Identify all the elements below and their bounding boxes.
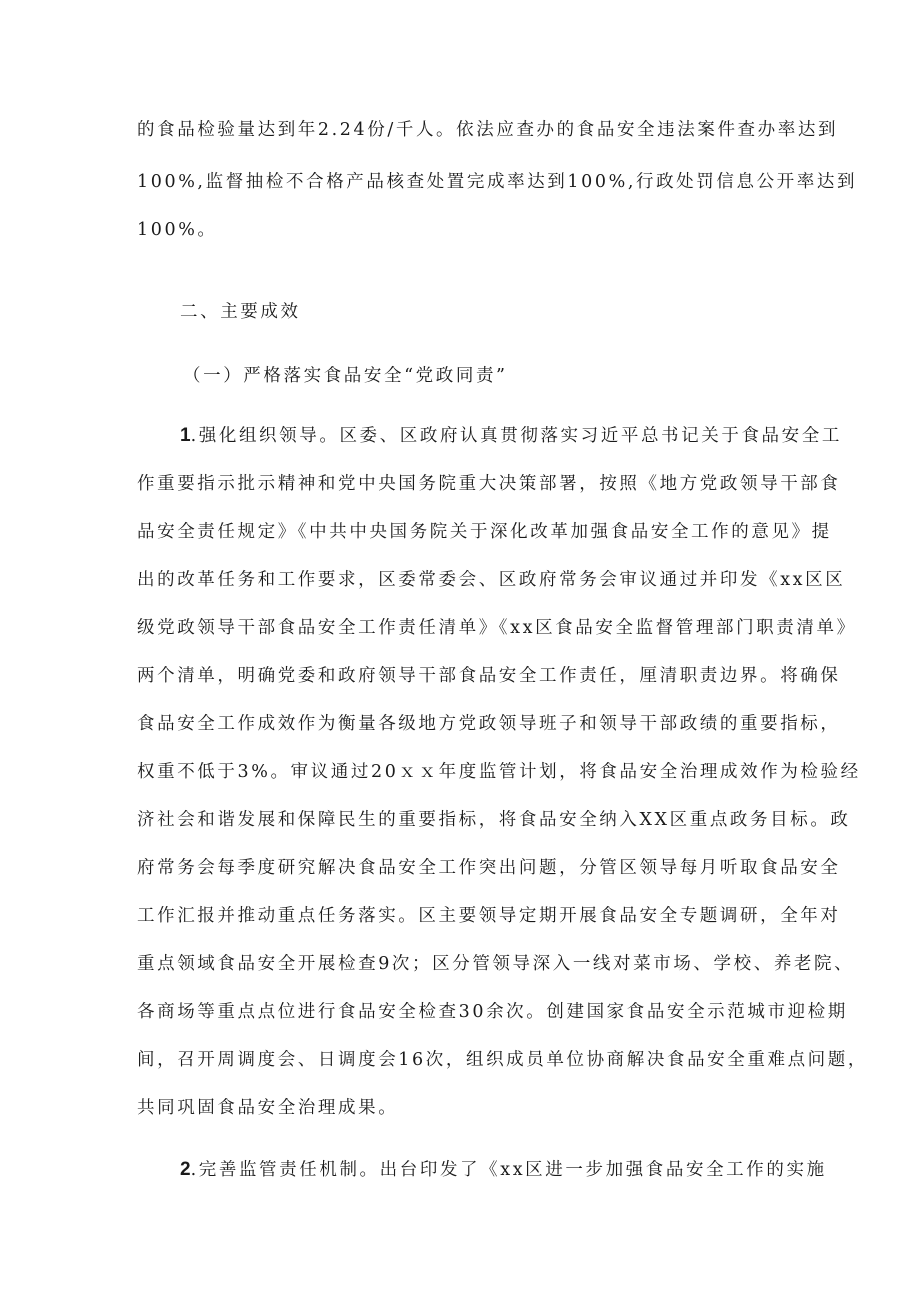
item1-line: 间，召开周调度会、日调度会16次，组织成员单位协商解决食品安全重难点问题， [137, 1050, 868, 1070]
item1-line: 府常务会每季度研究解决食品安全工作突出问题，分管区领导每月听取食品安全 [137, 858, 841, 878]
item1-line: 食品安全工作成效作为衡量各级地方党政领导班子和领导干部政绩的重要指标， [137, 714, 841, 734]
item2-first-line [180, 1159, 827, 1181]
section-heading: 二、主要成效 [180, 302, 301, 322]
intro-line-2: 100%,监督抽检不合格产品核查处置完成率达到100%,行政处罚信息公开率达到 [137, 172, 858, 192]
item1-number: 1 [180, 425, 191, 446]
item1-line: 工作汇报并推动重点任务落实。区主要领导定期开展食品安全专题调研，全年对 [137, 906, 841, 926]
item2-number: 2 [180, 1159, 191, 1180]
item1-line: 品安全责任规定》《中共中央国务院关于深化改革加强食品安全工作的意见》提 [137, 522, 832, 542]
item1-line: 各商场等重点点位进行食品安全检查30余次。创建国家食品安全示范城市迎检期 [137, 1002, 848, 1022]
intro-line-1: 的食品检验量达到年2.24份/千人。依法应查办的食品安全违法案件查办率达到 [137, 120, 839, 140]
item1-line: 济社会和谐发展和保障民生的重要指标，将食品安全纳入XX区重点政务目标。政 [137, 810, 851, 830]
item1-line: 两个清单，明确党委和政府领导干部食品安全工作责任，厘清职责边界。将确保 [137, 666, 841, 686]
item1-line: 级党政领导干部食品安全工作责任清单》《xx区食品安全监督管理部门职责清单》 [137, 618, 857, 638]
subsection-heading: （一）严格落实食品安全“党政同责” [183, 366, 508, 386]
item1-line: 权重不低于3%。审议通过20ｘｘ年度监管计划，将食品安全治理成效作为检验经 [137, 762, 861, 782]
item1-line: 共同巩固食品安全治理成果。 [137, 1098, 399, 1118]
item1-line: 重点领域食品安全开展检查9次；区分管领导深入一线对菜市场、学校、养老院、 [137, 954, 855, 974]
item2-first-line-text: .完善监管责任机制。出台印发了《xx区进一步加强食品安全工作的实施 [190, 1160, 827, 1180]
item1-first-line-text: .强化组织领导。区委、区政府认真贯彻落实习近平总书记关于食品安全工 [190, 426, 842, 446]
item1-line: 作重要指示批示精神和党中央国务院重大决策部署，按照《地方党政领导干部食 [137, 474, 841, 494]
item1-line: 出的改革任务和工作要求，区委常委会、区政府常务会审议通过并印发《xx区区 [137, 570, 846, 590]
intro-line-3: 100%。 [137, 220, 218, 240]
item1-first-line [180, 425, 842, 447]
